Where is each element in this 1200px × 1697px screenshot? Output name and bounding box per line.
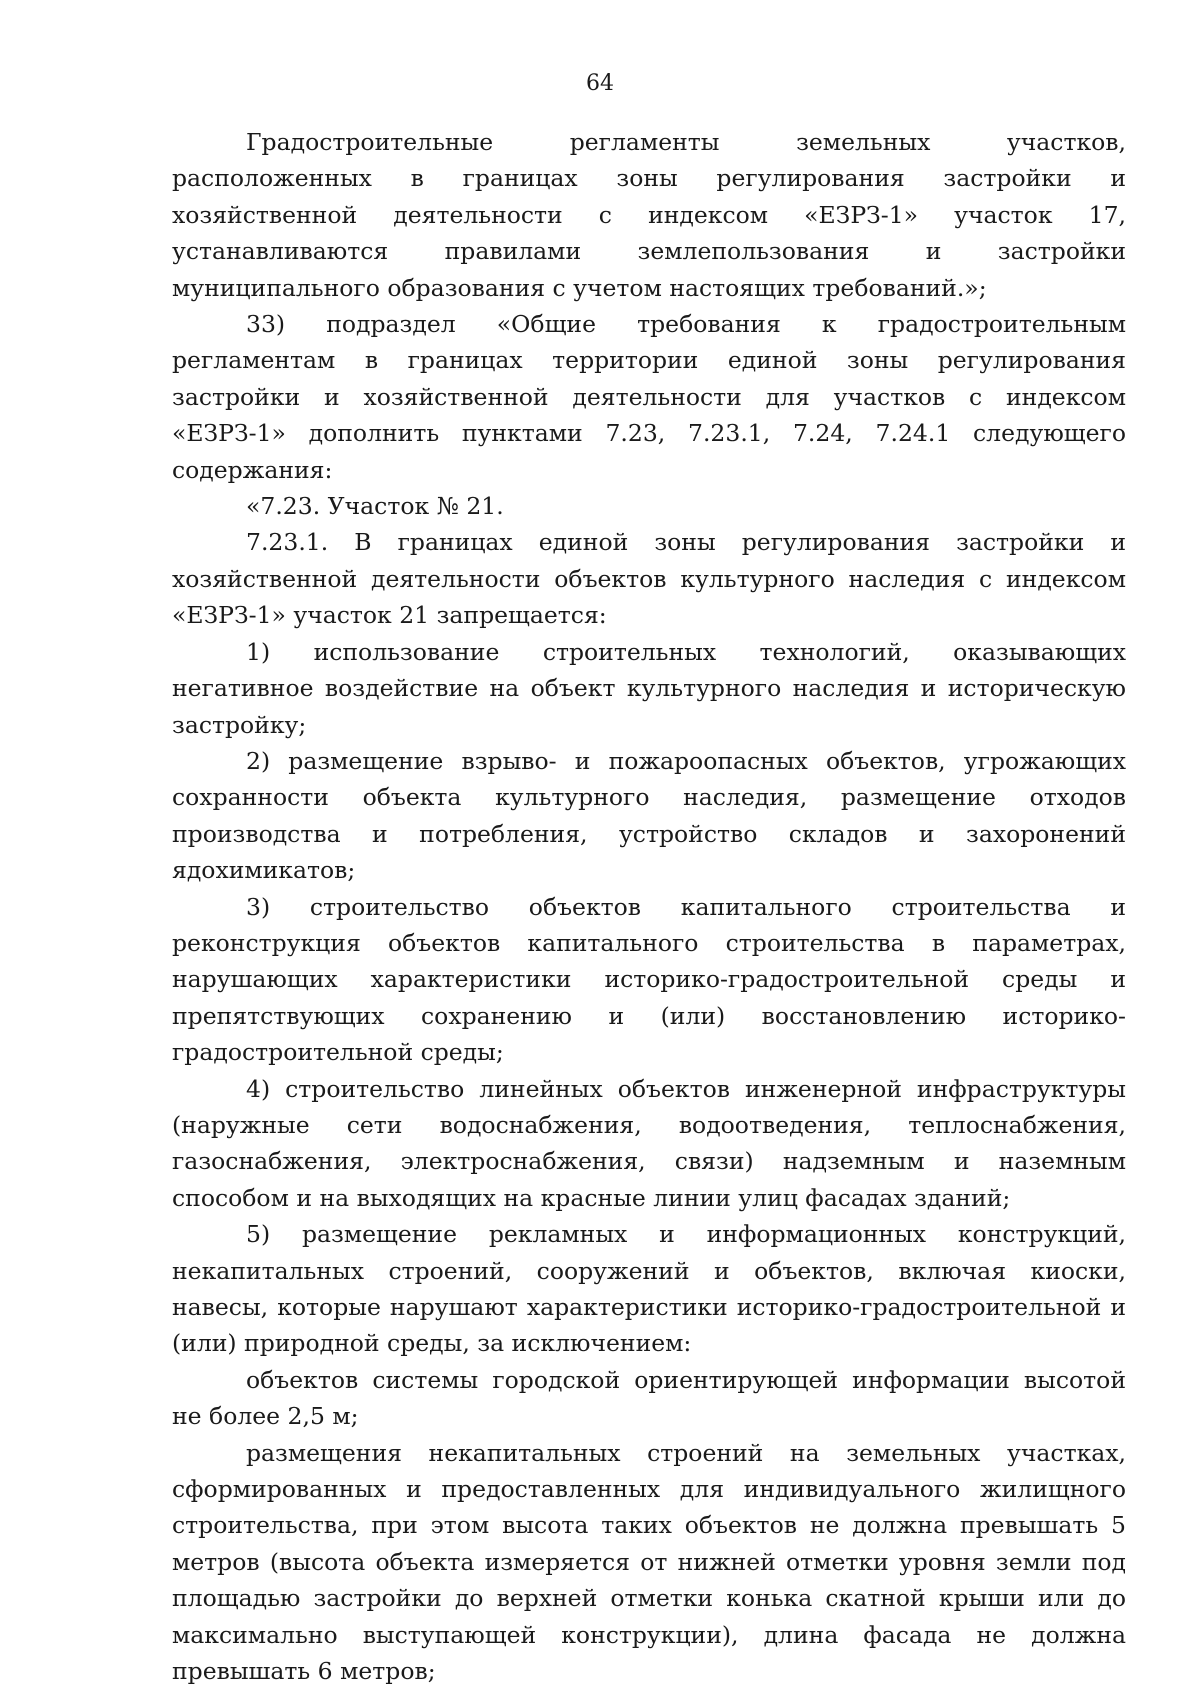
exception-item-orientation-info: объектов системы городской ориентирующей информации высотой не более 2,5 м; — [172, 1365, 1126, 1431]
document-body — [172, 124, 1126, 1689]
paragraph-regulations-17: Градостроительные регламенты земельных участков, расположенных в границах зоны регулирования застройки и хозяйственной деятельности с индексом «ЕЗРЗ-1» участок 17, устанавливаются правилами землепользования и застройки муниципального образования с учетом настоящих требований.»; — [172, 128, 1126, 302]
page-number: 64 — [586, 71, 614, 96]
paragraph-item-33: 33) подраздел «Общие требования к градостроительным регламентам в границах территории единой зоны регулирования застройки и хозяйственной деятельности для участков с индексом «ЕЗРЗ-1» дополнить пунктами 7.23, 7.23.1, 7.24, 7.24.1 следующего содержания: — [172, 310, 1126, 484]
list-item-3: 3) строительство объектов капитального строительства и реконструкция объектов капитального строительства в параметрах, нарушающих характеристики историко-градостроительной среды и препятствующих сохранению и (или) восстановлению историко-градостроительной среды; — [172, 892, 1126, 1067]
list-item-1: 1) использование строительных технологий, оказывающих негативное воздействие на объект культурного наследия и историческую застройку; — [172, 637, 1126, 739]
paragraph-7-23-1: 7.23.1. В границах единой зоны регулирования застройки и хозяйственной деятельности объектов культурного наследия с индексом «ЕЗРЗ-1» участок 21 запрещается: — [172, 528, 1126, 630]
list-item-4: 4) строительство линейных объектов инженерной инфраструктуры (наружные сети водоснабжения, водоотведения, теплоснабжения, газоснабжения, электроснабжения, связи) надземным и наземным способом и на выходящих на красные линии улиц фасадах зданий; — [172, 1074, 1126, 1212]
exception-item-noncapital-structures: размещения некапитальных строений на земельных участках, сформированных и предоставленных для индивидуального жилищного строительства, при этом высота таких объектов не должна превышать 5 метров (высота объекта измеряется от нижней отметки уровня земли под площадью застройки до верхней отметки конька скатной крыши или до максимально выступающей конструкции), длина фасада не должна превышать 6 метров; — [172, 1438, 1126, 1686]
paragraph-section-7-23: «7.23. Участок № 21. — [246, 492, 504, 521]
list-item-2: 2) размещение взрыво- и пожароопасных объектов, угрожающих сохранности объекта культурного наследия, размещение отходов производства и потребления, устройство складов и захоронений ядохимикатов; — [172, 746, 1126, 885]
list-item-5: 5) размещение рекламных и информационных конструкций, некапитальных строений, сооружений и объектов, включая киоски, навесы, которые нарушают характеристики историко-градостроительной и (или) природной среды, за исключением: — [172, 1220, 1126, 1358]
